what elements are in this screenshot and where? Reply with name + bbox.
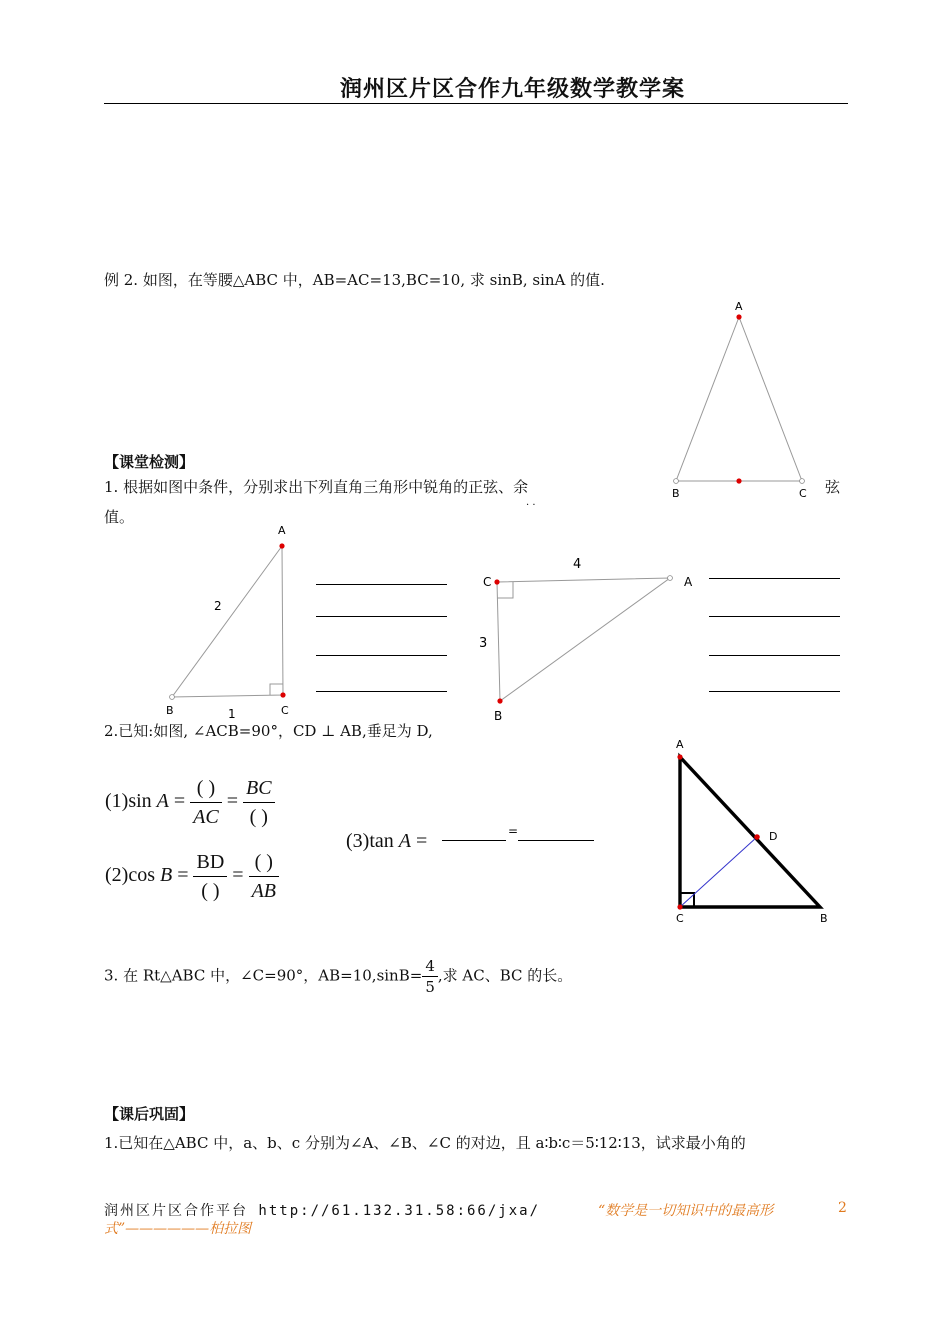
answer-line [709, 616, 840, 617]
page-number: 2 [838, 1200, 847, 1216]
label-a: A [735, 300, 743, 313]
side-ab-label: 2 [214, 599, 222, 613]
right-triangle-figure-1 [160, 520, 300, 725]
after-q1: 1.已知在△ABC 中，a、b、c 分别为∠A、∠B、∠C 的对边，且 a∶b∶c＝5∶12∶13，试求最小角的 [104, 1134, 746, 1152]
page-title: 润州区片区合作九年级数学教学案 [340, 77, 686, 102]
answer-line [518, 840, 594, 841]
right-triangle-figure-3 [665, 730, 845, 930]
footer-quote-cont: 式”——————柏拉图 [104, 1221, 252, 1237]
example2-text: 例 2. 如图，在等腰△ABC 中，AB=AC=13,BC=10, 求 sinB, sinA 的值. [104, 271, 605, 289]
label-b: B [672, 487, 680, 500]
side-cb-label: 3 [479, 636, 488, 651]
q1-line1-tail: 弦 [825, 478, 841, 496]
label-c: C [281, 704, 289, 717]
answer-line [316, 584, 447, 585]
label-d: D [769, 830, 778, 843]
answer-line [709, 691, 840, 692]
answer-line [316, 691, 447, 692]
right-triangle-figure-2 [470, 550, 700, 725]
side-ca-label: 4 [573, 557, 582, 572]
formula-3-equals: = [508, 824, 519, 838]
label-a: A [684, 575, 693, 589]
point-a-dot [736, 314, 741, 319]
header-rule [104, 103, 848, 104]
emphasis-dots: · · [526, 500, 536, 511]
q3-text: 3. 在 Rt△ABC 中，∠C=90°，AB=10,sinB= $\frac{4}{5}$ ,求 AC、BC 的长。 [104, 957, 573, 996]
label-a: A [278, 524, 286, 537]
answer-line [316, 655, 447, 656]
formula-3: (3)tan A = [346, 830, 428, 852]
side-bc-label: 1 [228, 707, 236, 721]
label-a: A [676, 738, 684, 751]
answer-line [316, 616, 447, 617]
label-c: C [676, 912, 684, 925]
answer-line [709, 655, 840, 656]
label-b: B [494, 709, 503, 723]
q2-text: 2.已知:如图, ∠ACB=90°，CD ⊥ AB,垂足为 D, [104, 722, 433, 740]
label-c: C [799, 487, 807, 500]
isosceles-triangle-figure [665, 295, 825, 505]
q1-line2: 值。 [104, 508, 135, 526]
label-b: B [820, 912, 828, 925]
q1-line1: 1. 根据如图中条件，分别求出下列直角三角形中锐角的正弦、余 [104, 478, 529, 496]
footer-quote: “数学是一切知识中的最高形 [598, 1203, 774, 1219]
section-classroom-test: 【课堂检测】 [104, 453, 195, 471]
section-after-class: 【课后巩固】 [104, 1105, 195, 1123]
footer-platform-link[interactable]: 润州区片区合作平台 http://61.132.31.58:66/jxa/ [104, 1203, 541, 1219]
midpoint-dot [736, 478, 741, 483]
answer-line [709, 578, 840, 579]
label-c: C [483, 575, 492, 589]
label-b: B [166, 704, 174, 717]
formula-2: (2)cos B = $\frac{BD}{( )}$ = $\frac{( )}{AB}$ [105, 848, 279, 905]
formula-1: (1)sin A = $\frac{( )}{AC}$ = $\frac{BC}{( )}$ [105, 774, 275, 831]
answer-line [442, 840, 506, 841]
